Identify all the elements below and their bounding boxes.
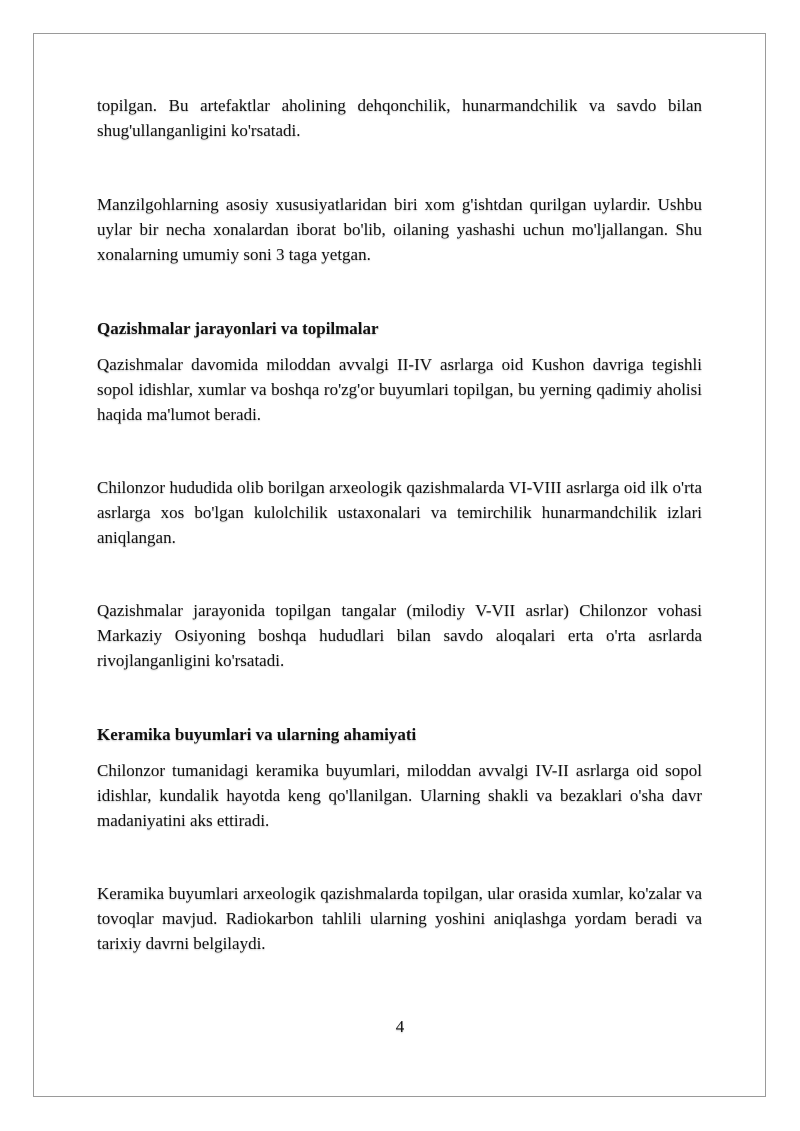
paragraph: Chilonzor hududida olib borilgan arxeologik qazishmalarda VI-VIII asrlarga oid ilk o'rta asrlarga xos bo'lgan kulolchilik ustaxonalari va temirchilik hunarmandchilik izlari aniqlangan. (97, 478, 702, 547)
paragraph: Qazishmalar davomida miloddan avvalgi II-IV asrlarga oid Kushon davriga tegishli sopol idishlar, xumlar va boshqa ro'zg'or buyumlari topilgan, bu yerning qadimiy aholisi haqida ma'lumot beradi. (97, 355, 702, 424)
paragraph: Manzilgohlarning asosiy xususiyatlaridan biri xom g'ishtdan qurilgan uylardir. Ushbu uylar bir necha xonalardan iborat bo'lib, oilaning yashashi uchun mo'ljallangan. Shu xonalarning umumiy soni 3 taga yetgan. (97, 195, 702, 264)
section-heading: Qazishmalar jarayonlari va topilmalar (97, 319, 379, 338)
paragraph: topilgan. Bu artefaktlar aholining dehqonchilik, hunarmandchilik va savdo bilan shug'ullanganligini ko'rsatadi. (97, 96, 702, 140)
page-number: 4 (395, 1017, 405, 1036)
section-heading: Keramika buyumlari va ularning ahamiyati (97, 725, 417, 744)
paragraph: Chilonzor tumanidagi keramika buyumlari, miloddan avvalgi IV-II asrlarga oid sopol idishlar, kundalik hayotda keng qo'llanilgan. Ularning shakli va bezaklari o'sha davr madaniyatini aks ettiradi. (97, 761, 702, 830)
paragraph: Qazishmalar jarayonida topilgan tangalar (milodiy V-VII asrlar) Chilonzor vohasi Markaziy Osiyoning boshqa hududlari bilan savdo aloqalari erta o'rta asrlarda rivojlanganligini ko'rsatadi. (97, 601, 702, 670)
paragraph: Keramika buyumlari arxeologik qazishmalarda topilgan, ular orasida xumlar, ko'zalar va tovoqlar mavjud. Radiokarbon tahlili ularning yoshini aniqlashga yordam beradi va tarixiy davrni belgilaydi. (97, 884, 702, 953)
document-body (97, 93, 702, 956)
